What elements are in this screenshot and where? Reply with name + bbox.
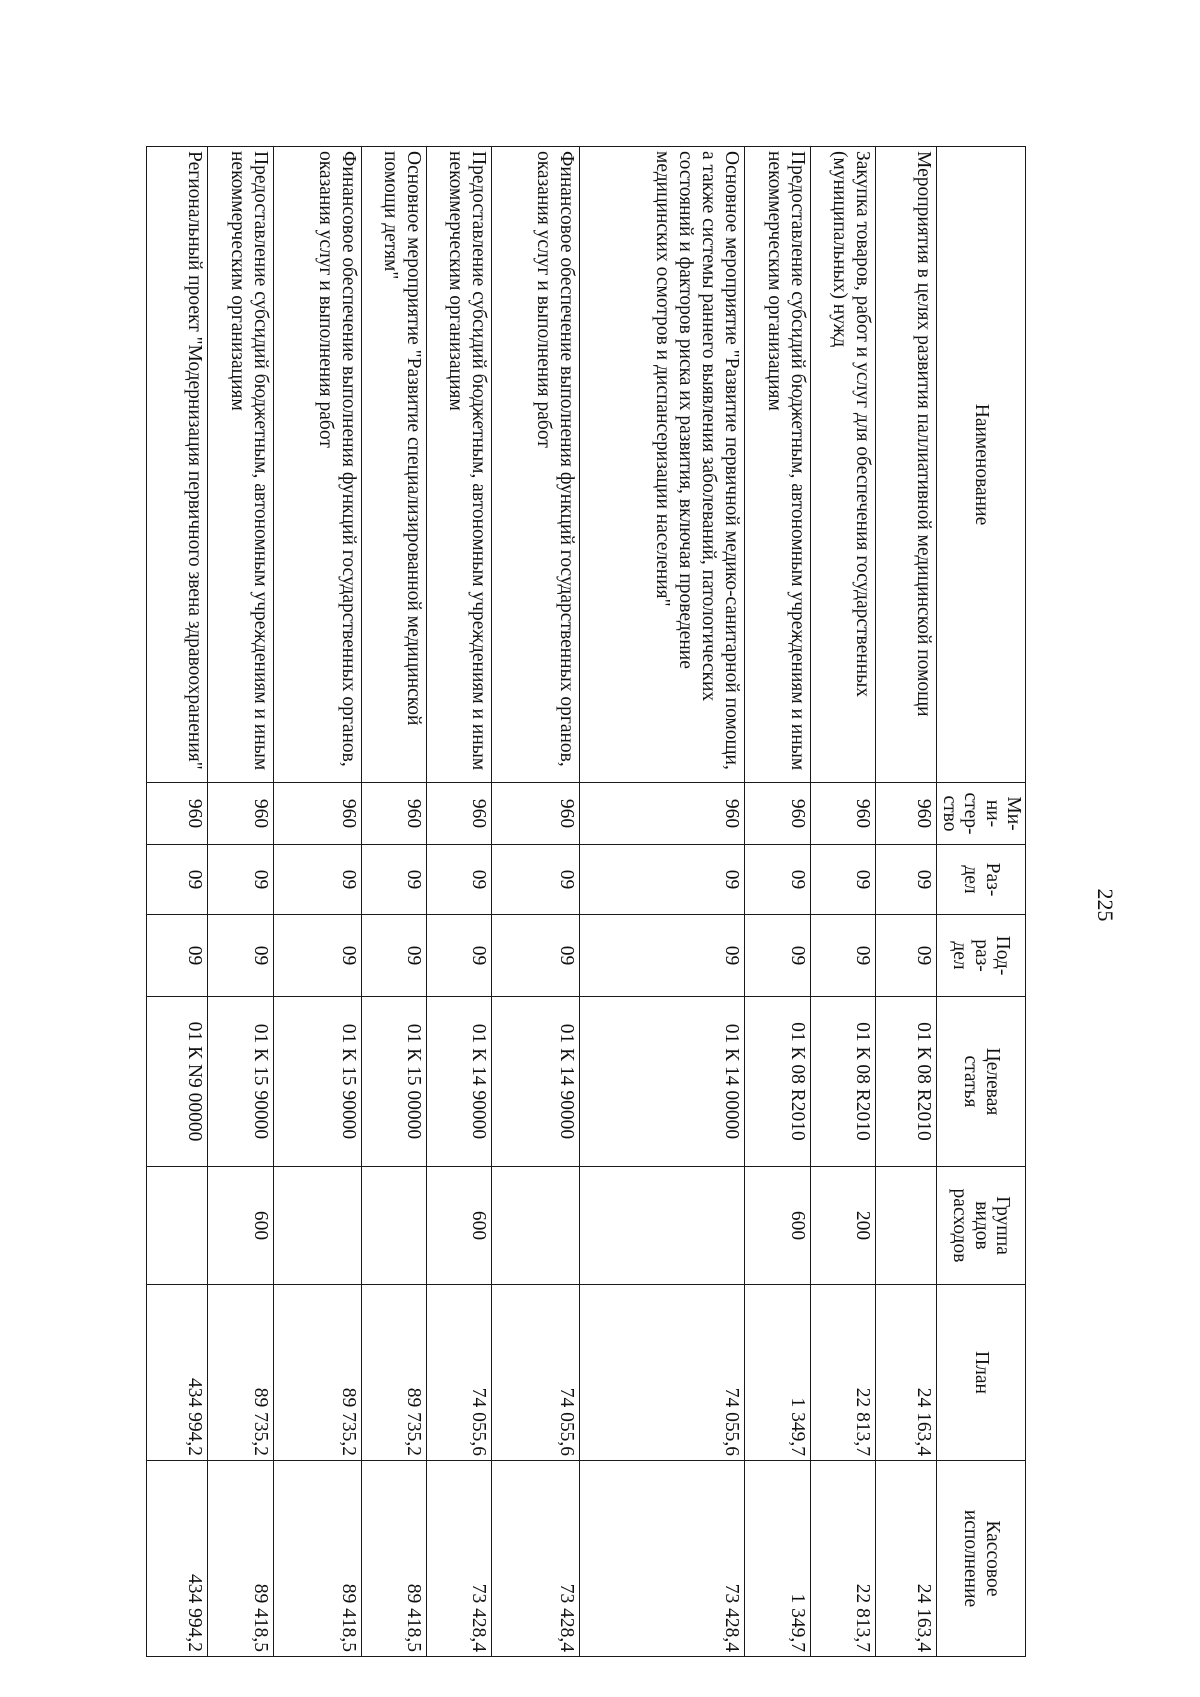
cell-name: Основное мероприятие "Развитие первичной медико-санитарной помощи, а также системы раннего выявления заболеваний, патологических состояний и факторов риска их развития, включая проведение медицинских осмотров и диспансеризации населения": [580, 147, 745, 783]
cell-group: [361, 1167, 426, 1285]
cell-target: 01 К 08 R2010: [810, 997, 875, 1167]
cell-execution: 89 418,5: [273, 1461, 361, 1657]
cell-subsection: 09: [492, 915, 580, 997]
cell-plan: 24 163,4: [875, 1285, 936, 1461]
cell-ministry: 960: [492, 783, 580, 845]
table-row: [208, 147, 273, 1657]
cell-execution: 89 418,5: [361, 1461, 426, 1657]
cell-subsection: 09: [147, 915, 208, 997]
cell-target: 01 К 14 90000: [492, 997, 580, 1167]
cell-plan: 89 735,2: [361, 1285, 426, 1461]
cell-group: [580, 1167, 745, 1285]
header-section: Раз- дел: [937, 845, 1026, 915]
cell-execution: 22 813,7: [810, 1461, 875, 1657]
cell-target: 01 К N9 00000: [147, 997, 208, 1167]
cell-group: [147, 1167, 208, 1285]
cell-section: 09: [361, 845, 426, 915]
cell-ministry: 960: [426, 783, 491, 845]
table-row: [273, 147, 361, 1657]
cell-ministry: 960: [810, 783, 875, 845]
cell-section: 09: [273, 845, 361, 915]
cell-subsection: 09: [273, 915, 361, 997]
cell-target: 01 К 14 00000: [580, 997, 745, 1167]
cell-execution: 24 163,4: [875, 1461, 936, 1657]
header-plan: План: [937, 1285, 1026, 1461]
cell-name: Закупка товаров, работ и услуг для обеспечения государственных (муниципальных) нужд: [810, 147, 875, 783]
cell-target: 01 К 15 00000: [361, 997, 426, 1167]
cell-target: 01 К 15 90000: [273, 997, 361, 1167]
cell-ministry: 960: [147, 783, 208, 845]
cell-section: 09: [426, 845, 491, 915]
cell-ministry: 960: [745, 783, 810, 845]
cell-plan: 74 055,6: [580, 1285, 745, 1461]
table-row: [492, 147, 580, 1657]
cell-target: 01 К 15 90000: [208, 997, 273, 1167]
cell-plan: 74 055,6: [426, 1285, 491, 1461]
cell-plan: 89 735,2: [208, 1285, 273, 1461]
cell-name: Предоставление субсидий бюджетным, автономным учреждениям и иным некоммерческим организациям: [745, 147, 810, 783]
cell-subsection: 09: [810, 915, 875, 997]
cell-group: [273, 1167, 361, 1285]
header-ministry: Ми- ни- стер- ство: [937, 783, 1026, 845]
cell-plan: 89 735,2: [273, 1285, 361, 1461]
cell-section: 09: [147, 845, 208, 915]
cell-subsection: 09: [745, 915, 810, 997]
cell-name: Мероприятия в целях развития паллиативной медицинской помощи: [875, 147, 936, 783]
table-header: [937, 147, 1026, 1657]
cell-execution: 73 428,4: [492, 1461, 580, 1657]
budget-table-container: [146, 146, 1026, 1656]
cell-section: 09: [745, 845, 810, 915]
cell-execution: 89 418,5: [208, 1461, 273, 1657]
cell-ministry: 960: [875, 783, 936, 845]
cell-name: Финансовое обеспечение выполнения функций государственных органов, оказания услуг и выполнения работ: [492, 147, 580, 783]
table-row: [147, 147, 208, 1657]
cell-ministry: 960: [273, 783, 361, 845]
cell-group: 600: [208, 1167, 273, 1285]
cell-plan: 1 349,7: [745, 1285, 810, 1461]
cell-execution: 434 994,2: [147, 1461, 208, 1657]
table-row: [810, 147, 875, 1657]
cell-group: 600: [426, 1167, 491, 1285]
cell-target: 01 К 14 90000: [426, 997, 491, 1167]
table-row: [580, 147, 745, 1657]
cell-ministry: 960: [580, 783, 745, 845]
cell-execution: 1 349,7: [745, 1461, 810, 1657]
cell-section: 09: [492, 845, 580, 915]
cell-ministry: 960: [361, 783, 426, 845]
cell-name: Финансовое обеспечение выполнения функций государственных органов, оказания услуг и выполнения работ: [273, 147, 361, 783]
cell-subsection: 09: [361, 915, 426, 997]
cell-section: 09: [208, 845, 273, 915]
table-row: [745, 147, 810, 1657]
cell-section: 09: [810, 845, 875, 915]
cell-execution: 73 428,4: [580, 1461, 745, 1657]
budget-table: [146, 146, 1026, 1657]
table-row: [875, 147, 936, 1657]
header-group: Группа видов расходов: [937, 1167, 1026, 1285]
table-body: [147, 147, 937, 1657]
cell-section: 09: [580, 845, 745, 915]
cell-target: 01 К 08 R2010: [875, 997, 936, 1167]
cell-name: Основное мероприятие "Развитие специализированной медицинской помощи детям": [361, 147, 426, 783]
cell-name: Региональный проект "Модернизация первичного звена здравоохранения": [147, 147, 208, 783]
cell-name: Предоставление субсидий бюджетным, автономным учреждениям и иным некоммерческим организациям: [426, 147, 491, 783]
cell-subsection: 09: [580, 915, 745, 997]
cell-group: 200: [810, 1167, 875, 1285]
cell-target: 01 К 08 R2010: [745, 997, 810, 1167]
cell-plan: 434 994,2: [147, 1285, 208, 1461]
page-number: 225: [1093, 888, 1118, 922]
cell-subsection: 09: [208, 915, 273, 997]
header-target: Целевая статья: [937, 997, 1026, 1167]
table-row: [426, 147, 491, 1657]
header-execution: Кассовое исполнение: [937, 1461, 1026, 1657]
cell-plan: 22 813,7: [810, 1285, 875, 1461]
cell-subsection: 09: [875, 915, 936, 997]
header-subsection: Под- раз- дел: [937, 915, 1026, 997]
table-row: [361, 147, 426, 1657]
cell-group: [492, 1167, 580, 1285]
cell-group: [875, 1167, 936, 1285]
cell-plan: 74 055,6: [492, 1285, 580, 1461]
cell-execution: 73 428,4: [426, 1461, 491, 1657]
header-name: Наименование: [937, 147, 1026, 783]
cell-name: Предоставление субсидий бюджетным, автономным учреждениям и иным некоммерческим организациям: [208, 147, 273, 783]
cell-section: 09: [875, 845, 936, 915]
cell-group: 600: [745, 1167, 810, 1285]
cell-ministry: 960: [208, 783, 273, 845]
cell-subsection: 09: [426, 915, 491, 997]
